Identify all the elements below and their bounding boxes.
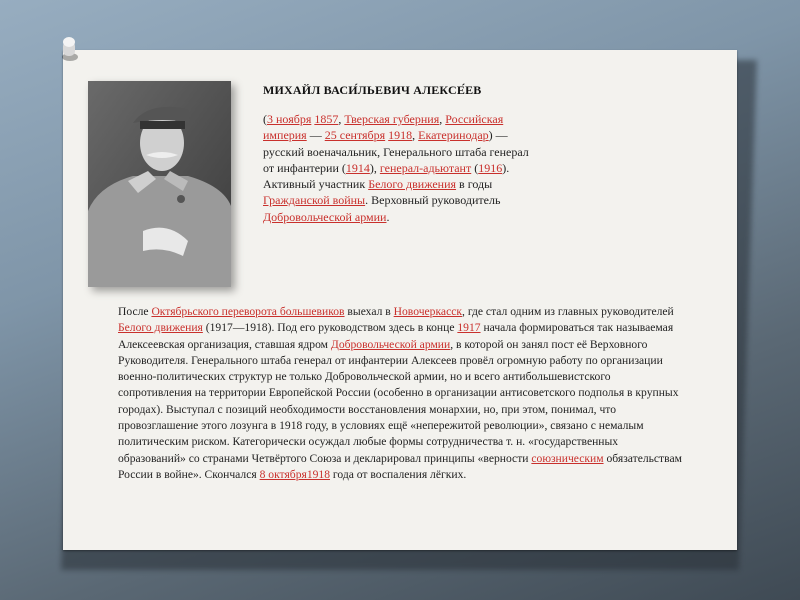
wiki-link[interactable]: Добровольческой армии bbox=[330, 337, 451, 351]
wiki-link[interactable]: Новочеркасск bbox=[393, 305, 463, 318]
wiki-link[interactable]: 1916 bbox=[478, 160, 503, 175]
text-segment: , bbox=[412, 128, 419, 143]
text-segment: года от воспаления лёгких. bbox=[330, 467, 467, 481]
text-segment: После bbox=[118, 305, 152, 318]
biography-paragraph bbox=[118, 304, 686, 483]
wiki-link[interactable]: союзническим bbox=[531, 451, 604, 465]
text-segment: ), bbox=[369, 160, 380, 175]
text-segment: , в которой он занял пост её Верховного Руководителя. Генерального штаба генерал от инфантерии Алексеев провёл огромную работу по организации военно-политических структур не только Добровольческой армии, но и всего антибольшевистского сопротивления на территории Европейской России (особенно в организации антисоветского подполья в крупных городах). Выступал с позиций необходимости восстановления монархии, но, при этом, понимал, что провозглашение этого лозунга в 1918 году, в условиях ещё «непережитой революции», связано с немалым политическим риском. Категорически осуждал любые формы сотрудничества т. н. «государственных образований» со странами Четвёртого Союза и декларировал принципы «верности bbox=[118, 337, 679, 465]
wiki-link[interactable]: 1857 bbox=[314, 112, 339, 126]
text-segment: ) — русский военачальник, Генерального штаба генерал от инфантерии ( bbox=[263, 128, 529, 175]
wiki-link[interactable]: 1917 bbox=[457, 321, 481, 335]
wiki-link[interactable]: 25 сентября bbox=[324, 128, 386, 143]
text-segment: выехал в bbox=[344, 305, 394, 318]
wiki-link[interactable]: 1914 bbox=[345, 160, 370, 175]
wiki-link[interactable]: Октябрьского переворота большевиков bbox=[151, 305, 345, 318]
wiki-link[interactable]: Тверская губерния bbox=[344, 112, 440, 126]
text-segment: . bbox=[386, 209, 390, 224]
wiki-link[interactable]: Белого движения bbox=[368, 177, 457, 192]
text-segment: — bbox=[306, 128, 325, 143]
text-segment: ( bbox=[471, 160, 479, 175]
text-segment: начала формироваться так называемая Алексеевская организация, ставшая ядром bbox=[118, 321, 674, 351]
wiki-link[interactable]: 3 ноября bbox=[267, 112, 312, 126]
pushpin-icon bbox=[58, 35, 80, 63]
wiki-link[interactable]: Екатеринодар bbox=[418, 128, 489, 143]
page-title: МИХАЙЛ ВАСИ́ЛЬЕВИЧ АЛЕКСЕ́ЕВ bbox=[263, 83, 482, 97]
wiki-link[interactable]: Белого движения bbox=[118, 321, 203, 335]
text-segment: ). Активный участник bbox=[263, 160, 510, 192]
wiki-link[interactable]: 1918 bbox=[388, 128, 413, 143]
wiki-link[interactable]: Российская империя bbox=[263, 112, 504, 143]
wiki-link[interactable]: 8 октября1918 bbox=[259, 467, 331, 481]
text-segment: в годы bbox=[456, 177, 493, 192]
text-segment: , bbox=[338, 112, 345, 126]
text-segment: ( bbox=[263, 112, 267, 126]
text-segment: обязательствам России в войне». Скончался bbox=[118, 451, 682, 481]
wiki-link[interactable]: генерал-адьютант bbox=[379, 160, 472, 175]
wiki-link[interactable]: Гражданской войны bbox=[263, 193, 366, 208]
intro-paragraph bbox=[263, 111, 541, 225]
text-segment: , bbox=[439, 112, 446, 126]
text-segment: . Верховный руководитель bbox=[365, 193, 501, 208]
wiki-link[interactable]: Добровольческой армии bbox=[263, 209, 387, 224]
portrait-photo bbox=[88, 81, 231, 287]
text-segment: , где стал одним из главных руководителей bbox=[462, 305, 674, 318]
text-segment: (1917—1918). Под его руководством здесь в конце bbox=[202, 321, 458, 335]
